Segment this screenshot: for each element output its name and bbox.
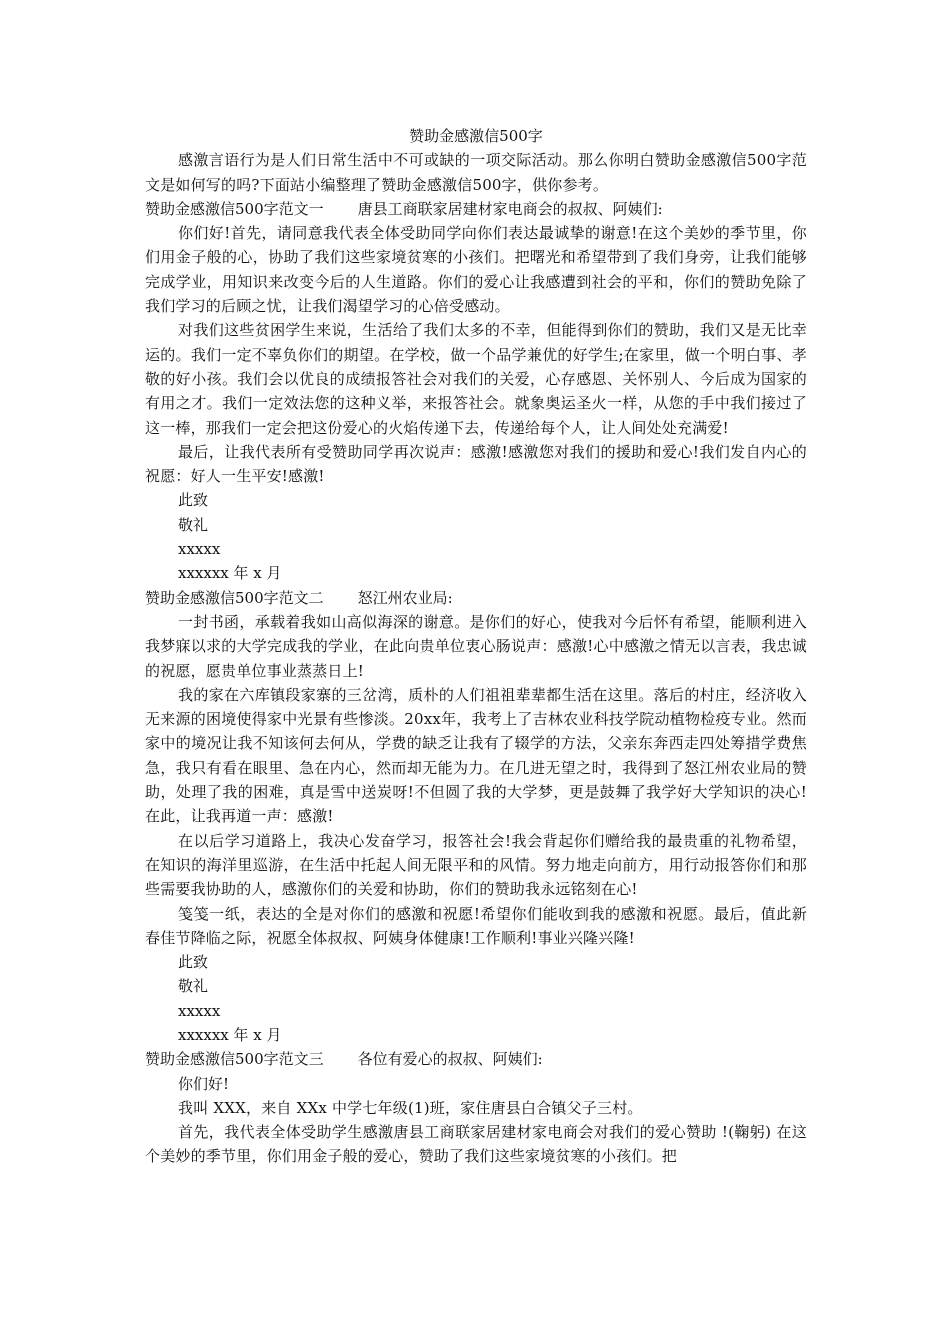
letter1-signature: xxxxx [178,540,221,559]
letter2-salutation: 怒江州农业局: [357,588,453,607]
letter2-heading: 赞助金感激信500字范文二 [145,588,324,607]
letter3-paragraph-2: 首先，我代表全体受助学生感激唐县工商联家居建材家电商会对我们的爱心赞助 !(鞠躬) 在这个美妙的季节里，你们用金子般的爱心，赞助了我们这些家境贫寒的小孩们。把 [145,1123,807,1166]
letter2-heading-line [145,586,807,610]
letter3-heading: 赞助金感激信500字范文三 [145,1050,324,1069]
letter2-date: xxxxxx 年 x 月 [178,1025,282,1044]
letter1-salutation: 唐县工商联家居建材家电商会的叔叔、阿姨们: [357,199,663,218]
letter2-closing-2: 敬礼 [178,977,209,996]
letter1-paragraph-2: 对我们这些贫困学生来说，生活给了我们太多的不幸，但能得到你们的赞助，我们又是无比幸运的。我们一定不辜负你们的期望。在学校，做一个品学兼优的好学生;在家里，做一个明白事、孝敬的好小孩。我们会以优良的成绩报答社会对我们的关爱，心存感恩、关怀别人、今后成为国家的有用之才。我们一定效法您的这种义举，来报答社会。就象奥运圣火一样，从您的手中我们接过了这一棒，那我们一定会把这份爱心的火焰传递下去，传递给每个人，让人间处处充满爱! [145,321,807,437]
letter2-closing-1: 此致 [178,953,209,972]
letter1-heading-line [145,197,807,221]
letter1-closing-2: 敬礼 [178,515,209,534]
letter2-paragraph-3: 在以后学习道路上，我决心发奋学习，报答社会!我会背起你们赠给我的最贵重的礼物希望，在知识的海洋里巡游，在生活中托起人间无限平和的风情。努力地走向前方，用行动报答你们和那些需要我协助的人，感激你们的关爱和协助，你们的赞助我永远铭刻在心! [145,831,807,899]
document-title: 赞助金感激信500字 [409,127,543,145]
letter2-paragraph-1: 一封书函，承载着我如山高似海深的谢意。是你们的好心，使我对今后怀有希望，能顺利进入我梦寐以求的大学完成我的学业，在此向贵单位衷心肠说声：感激!心中感激之情无以言表，我忠诚的祝愿，愿贵单位事业蒸蒸日上! [145,612,807,680]
letter1-heading: 赞助金感激信500字范文一 [145,199,324,218]
document-body [145,124,807,1169]
letter2-paragraph-2: 我的家在六库镇段家寨的三岔湾，质朴的人们祖祖辈辈都生活在这里。落后的村庄，经济收入无来源的困境使得家中光景有些惨淡。20xx年，我考上了吉林农业科技学院动植物检疫专业。然而家中的境况让我不知该何去何从，学费的缺乏让我有了辍学的方法，父亲东奔西走四处筹措学费焦急，我只有看在眼里、急在内心，然而却无能为力。在几进无望之时，我得到了怒江州农业局的赞助，处理了我的困难，真是雪中送炭呀!不但圆了我的大学梦，更是鼓舞了我学好大学知识的决心!在此，让我再道一声：感激! [145,685,807,826]
letter3-paragraph-1: 我叫 XXX，来自 XXx 中学七年级(1)班，家住唐县白合镇父子三村。 [178,1098,643,1117]
letter1-paragraph-1: 你们好!首先，请同意我代表全体受助同学向你们表达最诚挚的谢意!在这个美妙的季节里，你们用金子般的心，协助了我们这些家境贫寒的小孩们。把曙光和希望带到了我们身旁，让我们能够完成学业，用知识来改变今后的人生道路。你们的爱心让我感遭到社会的平和，你们的赞助免除了我们学习的后顾之忧，让我们渴望学习的心倍受感动。 [145,224,807,316]
letter3-greeting: 你们好! [178,1074,230,1093]
letter3-heading-line [145,1047,807,1071]
letter3-salutation: 各位有爱心的叔叔、阿姨们: [357,1050,543,1069]
intro-paragraph: 感激言语行为是人们日常生活中不可或缺的一项交际活动。那么你明白赞助金感激信500字范文是如何写的吗?下面站小编整理了赞助金感激信500字，供你参考。 [145,151,807,194]
letter1-date: xxxxxx 年 x 月 [178,564,282,583]
letter2-signature: xxxxx [178,1001,221,1020]
letter2-paragraph-4: 笺笺一纸，表达的全是对你们的感激和祝愿!希望你们能收到我的感激和祝愿。最后，值此新春佳节降临之际，祝愿全体叔叔、阿姨身体健康!工作顺利!事业兴隆兴隆! [145,904,807,947]
letter1-closing-1: 此致 [178,491,209,510]
letter1-paragraph-3: 最后，让我代表所有受赞助同学再次说声：感激!感激您对我们的援助和爱心!我们发自内心的祝愿：好人一生平安!感激! [145,442,807,486]
